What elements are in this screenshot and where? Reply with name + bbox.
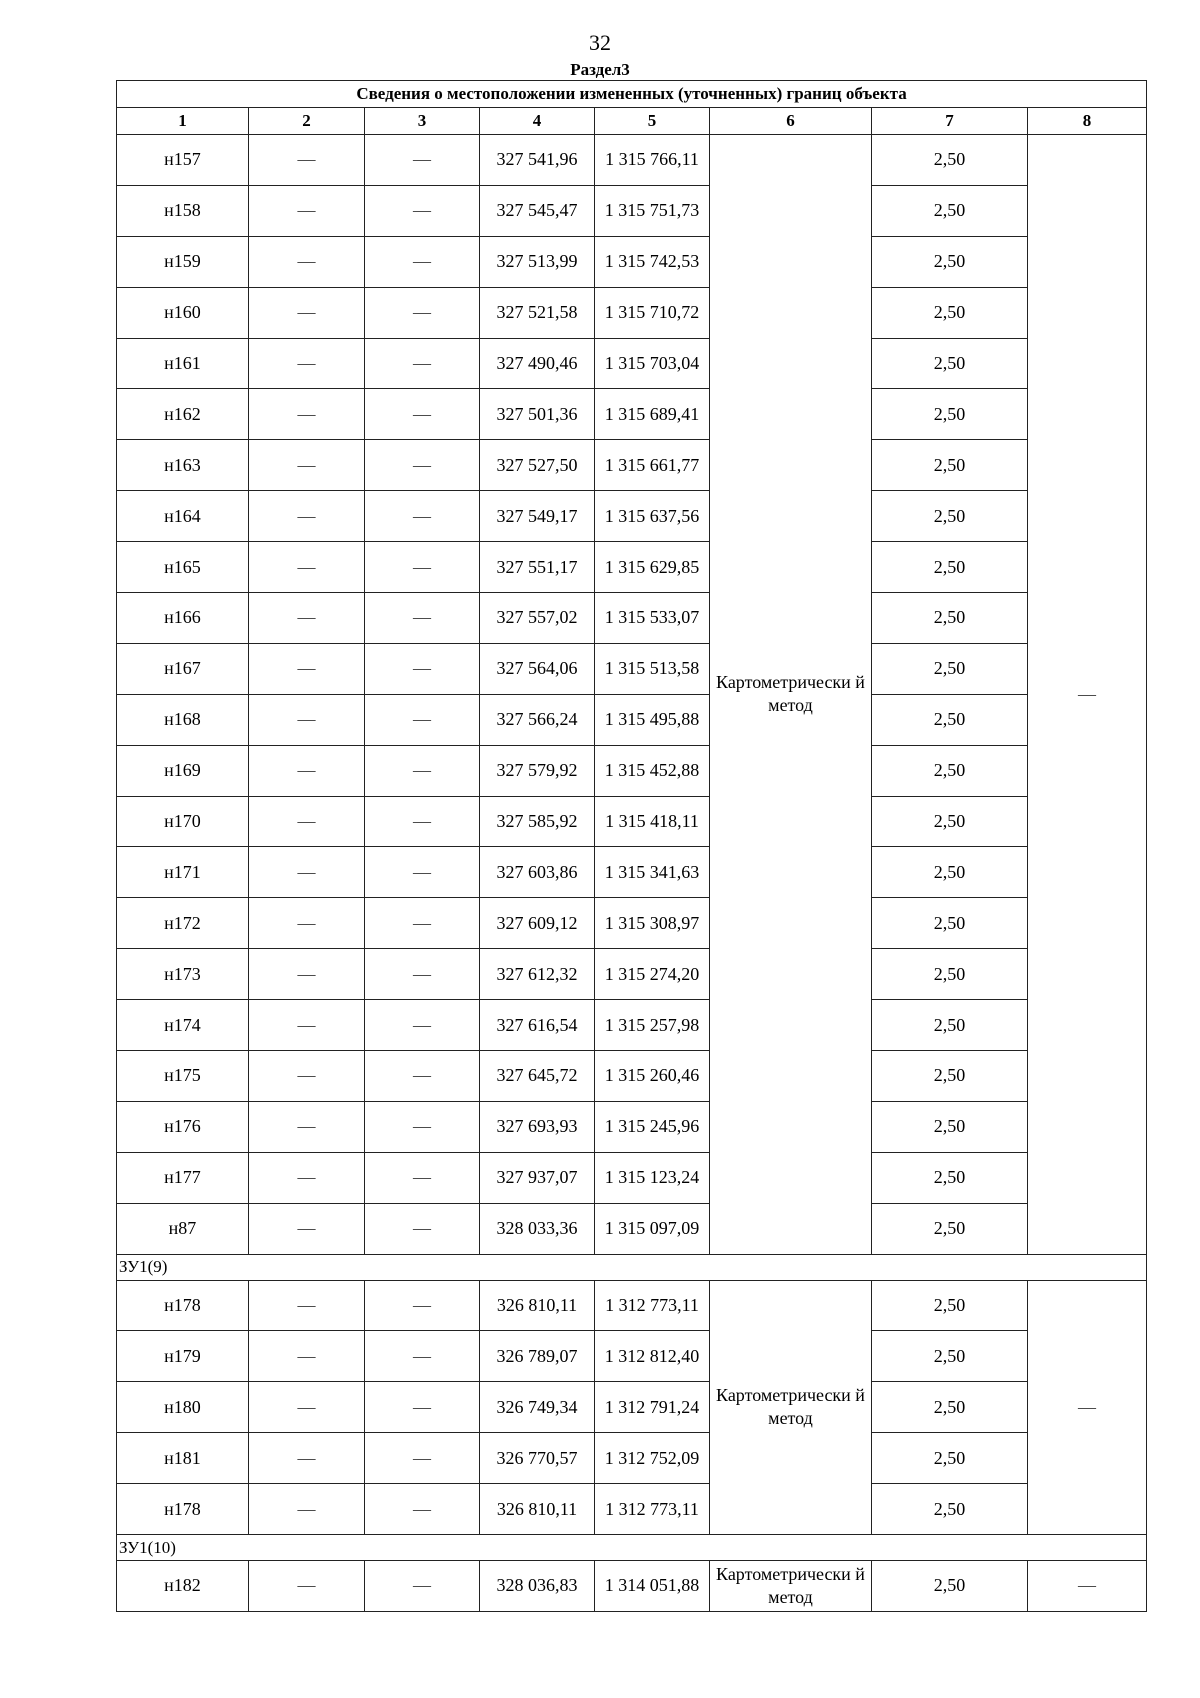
point-name-cell: н175 <box>117 1051 249 1102</box>
x-coordinate-cell: 327 612,32 <box>480 949 595 1000</box>
column-header: 2 <box>249 108 365 135</box>
y-coordinate-cell: 1 315 257,98 <box>595 1000 710 1051</box>
dash-cell: — <box>365 236 480 287</box>
accuracy-cell: 2,50 <box>872 898 1028 949</box>
y-coordinate-cell: 1 315 097,09 <box>595 1203 710 1254</box>
point-name-cell: н159 <box>117 236 249 287</box>
dash-cell: — <box>365 185 480 236</box>
group-header-row <box>117 1535 1147 1561</box>
x-coordinate-cell: 326 810,11 <box>480 1280 595 1331</box>
accuracy-cell: 2,50 <box>872 745 1028 796</box>
column-header: 3 <box>365 108 480 135</box>
y-coordinate-cell: 1 315 629,85 <box>595 542 710 593</box>
accuracy-cell: 2,50 <box>872 185 1028 236</box>
table-row <box>117 796 1147 847</box>
y-coordinate-cell: 1 312 773,11 <box>595 1280 710 1331</box>
accuracy-cell: 2,50 <box>872 1331 1028 1382</box>
dash-cell: — <box>365 847 480 898</box>
accuracy-cell: 2,50 <box>872 1280 1028 1331</box>
dash-cell: — <box>249 1101 365 1152</box>
column-header-row <box>117 108 1147 135</box>
dash-cell: — <box>249 338 365 389</box>
x-coordinate-cell: 327 564,06 <box>480 643 595 694</box>
point-name-cell: н168 <box>117 694 249 745</box>
y-coordinate-cell: 1 314 051,88 <box>595 1561 710 1612</box>
y-coordinate-cell: 1 315 452,88 <box>595 745 710 796</box>
dash-cell: — <box>249 1000 365 1051</box>
dash-cell: — <box>249 593 365 644</box>
accuracy-cell: 2,50 <box>872 1561 1028 1612</box>
x-coordinate-cell: 327 937,07 <box>480 1152 595 1203</box>
dash-cell: — <box>249 898 365 949</box>
table-row <box>117 185 1147 236</box>
dash-cell: — <box>365 542 480 593</box>
table-caption-row <box>117 81 1147 108</box>
dash-cell: — <box>249 745 365 796</box>
table-row <box>117 135 1147 186</box>
accuracy-cell: 2,50 <box>872 287 1028 338</box>
x-coordinate-cell: 327 527,50 <box>480 440 595 491</box>
table-row <box>117 389 1147 440</box>
table-row <box>117 1433 1147 1484</box>
x-coordinate-cell: 327 545,47 <box>480 185 595 236</box>
point-name-cell: н169 <box>117 745 249 796</box>
point-name-cell: н165 <box>117 542 249 593</box>
point-name-cell: н164 <box>117 491 249 542</box>
dash-cell: — <box>365 1484 480 1535</box>
dash-cell: — <box>365 694 480 745</box>
x-coordinate-cell: 327 609,12 <box>480 898 595 949</box>
accuracy-cell: 2,50 <box>872 236 1028 287</box>
table-row <box>117 1561 1147 1612</box>
accuracy-cell: 2,50 <box>872 796 1028 847</box>
dash-cell: — <box>365 949 480 1000</box>
y-coordinate-cell: 1 315 533,07 <box>595 593 710 644</box>
section-label: Раздел3 <box>570 60 630 79</box>
table-row <box>117 847 1147 898</box>
x-coordinate-cell: 326 810,11 <box>480 1484 595 1535</box>
dash-cell: — <box>249 491 365 542</box>
y-coordinate-cell: 1 315 123,24 <box>595 1152 710 1203</box>
group-label: ЗУ1(9) <box>117 1254 1147 1280</box>
dash-cell: — <box>365 1051 480 1102</box>
accuracy-cell: 2,50 <box>872 440 1028 491</box>
x-coordinate-cell: 326 789,07 <box>480 1331 595 1382</box>
dash-cell: — <box>249 1561 365 1612</box>
table-row <box>117 694 1147 745</box>
dash-cell: — <box>365 1561 480 1612</box>
y-coordinate-cell: 1 315 308,97 <box>595 898 710 949</box>
dash-cell: — <box>1028 1561 1147 1612</box>
column-header: 6 <box>710 108 872 135</box>
y-coordinate-cell: 1 315 710,72 <box>595 287 710 338</box>
accuracy-cell: 2,50 <box>872 847 1028 898</box>
accuracy-cell: 2,50 <box>872 389 1028 440</box>
x-coordinate-cell: 327 551,17 <box>480 542 595 593</box>
y-coordinate-cell: 1 315 274,20 <box>595 949 710 1000</box>
y-coordinate-cell: 1 312 791,24 <box>595 1382 710 1433</box>
dash-cell: — <box>365 1000 480 1051</box>
point-name-cell: н178 <box>117 1280 249 1331</box>
dash-cell: — <box>365 440 480 491</box>
table-row <box>117 440 1147 491</box>
x-coordinate-cell: 327 579,92 <box>480 745 595 796</box>
dash-cell: — <box>249 287 365 338</box>
accuracy-cell: 2,50 <box>872 542 1028 593</box>
table-caption: Сведения о местоположении измененных (уточненных) границ объекта <box>117 81 1147 108</box>
boundary-coordinates-table <box>116 80 1147 1612</box>
accuracy-cell: 2,50 <box>872 1382 1028 1433</box>
column-header: 5 <box>595 108 710 135</box>
y-coordinate-cell: 1 315 766,11 <box>595 135 710 186</box>
y-coordinate-cell: 1 315 751,73 <box>595 185 710 236</box>
dash-cell: — <box>249 949 365 1000</box>
x-coordinate-cell: 327 616,54 <box>480 1000 595 1051</box>
table-row <box>117 1484 1147 1535</box>
y-coordinate-cell: 1 315 245,96 <box>595 1101 710 1152</box>
table-row <box>117 949 1147 1000</box>
point-name-cell: н181 <box>117 1433 249 1484</box>
point-name-cell: н177 <box>117 1152 249 1203</box>
dash-cell: — <box>365 898 480 949</box>
y-coordinate-cell: 1 312 812,40 <box>595 1331 710 1382</box>
dash-cell: — <box>249 694 365 745</box>
accuracy-cell: 2,50 <box>872 1433 1028 1484</box>
dash-cell: — <box>249 236 365 287</box>
x-coordinate-cell: 327 490,46 <box>480 338 595 389</box>
accuracy-cell: 2,50 <box>872 491 1028 542</box>
accuracy-cell: 2,50 <box>872 1484 1028 1535</box>
x-coordinate-cell: 327 501,36 <box>480 389 595 440</box>
table-row <box>117 643 1147 694</box>
y-coordinate-cell: 1 315 418,11 <box>595 796 710 847</box>
table-row <box>117 593 1147 644</box>
point-name-cell: н176 <box>117 1101 249 1152</box>
point-name-cell: н163 <box>117 440 249 491</box>
column-header: 4 <box>480 108 595 135</box>
y-coordinate-cell: 1 315 661,77 <box>595 440 710 491</box>
accuracy-cell: 2,50 <box>872 593 1028 644</box>
dash-cell: — <box>365 1331 480 1382</box>
page-number: 32 <box>589 30 611 55</box>
dash-cell: — <box>365 1382 480 1433</box>
table-row <box>117 287 1147 338</box>
dash-cell: — <box>1028 1280 1147 1534</box>
dash-cell: — <box>365 1433 480 1484</box>
x-coordinate-cell: 328 036,83 <box>480 1561 595 1612</box>
dash-cell: — <box>365 796 480 847</box>
y-coordinate-cell: 1 315 689,41 <box>595 389 710 440</box>
y-coordinate-cell: 1 315 341,63 <box>595 847 710 898</box>
dash-cell: — <box>365 1280 480 1331</box>
dash-cell: — <box>365 643 480 694</box>
accuracy-cell: 2,50 <box>872 1000 1028 1051</box>
y-coordinate-cell: 1 315 637,56 <box>595 491 710 542</box>
dash-cell: — <box>1028 135 1147 1255</box>
table-row <box>117 1000 1147 1051</box>
point-name-cell: н174 <box>117 1000 249 1051</box>
table-row <box>117 236 1147 287</box>
table-row <box>117 1382 1147 1433</box>
dash-cell: — <box>249 847 365 898</box>
dash-cell: — <box>249 440 365 491</box>
dash-cell: — <box>249 796 365 847</box>
x-coordinate-cell: 327 585,92 <box>480 796 595 847</box>
point-name-cell: н170 <box>117 796 249 847</box>
dash-cell: — <box>365 593 480 644</box>
x-coordinate-cell: 327 541,96 <box>480 135 595 186</box>
x-coordinate-cell: 327 549,17 <box>480 491 595 542</box>
accuracy-cell: 2,50 <box>872 135 1028 186</box>
table-row <box>117 542 1147 593</box>
y-coordinate-cell: 1 315 260,46 <box>595 1051 710 1102</box>
point-name-cell: н173 <box>117 949 249 1000</box>
dash-cell: — <box>249 1203 365 1254</box>
x-coordinate-cell: 327 566,24 <box>480 694 595 745</box>
x-coordinate-cell: 326 770,57 <box>480 1433 595 1484</box>
dash-cell: — <box>249 185 365 236</box>
accuracy-cell: 2,50 <box>872 643 1028 694</box>
x-coordinate-cell: 326 749,34 <box>480 1382 595 1433</box>
x-coordinate-cell: 327 603,86 <box>480 847 595 898</box>
dash-cell: — <box>249 1280 365 1331</box>
table-row <box>117 898 1147 949</box>
point-name-cell: н178 <box>117 1484 249 1535</box>
y-coordinate-cell: 1 312 752,09 <box>595 1433 710 1484</box>
x-coordinate-cell: 327 557,02 <box>480 593 595 644</box>
dash-cell: — <box>249 643 365 694</box>
table-row <box>117 338 1147 389</box>
dash-cell: — <box>249 389 365 440</box>
point-name-cell: н172 <box>117 898 249 949</box>
point-name-cell: н162 <box>117 389 249 440</box>
point-name-cell: н167 <box>117 643 249 694</box>
dash-cell: — <box>249 1051 365 1102</box>
group-label: ЗУ1(10) <box>117 1535 1147 1561</box>
table-row <box>117 1203 1147 1254</box>
point-name-cell: н171 <box>117 847 249 898</box>
dash-cell: — <box>249 1152 365 1203</box>
accuracy-cell: 2,50 <box>872 1203 1028 1254</box>
method-cell: Картометрически й метод <box>710 1280 872 1534</box>
dash-cell: — <box>365 287 480 338</box>
dash-cell: — <box>365 491 480 542</box>
y-coordinate-cell: 1 315 703,04 <box>595 338 710 389</box>
table-row <box>117 1280 1147 1331</box>
column-header: 7 <box>872 108 1028 135</box>
x-coordinate-cell: 327 693,93 <box>480 1101 595 1152</box>
dash-cell: — <box>365 745 480 796</box>
table-row <box>117 491 1147 542</box>
point-name-cell: н87 <box>117 1203 249 1254</box>
accuracy-cell: 2,50 <box>872 694 1028 745</box>
x-coordinate-cell: 327 513,99 <box>480 236 595 287</box>
point-name-cell: н160 <box>117 287 249 338</box>
dash-cell: — <box>249 135 365 186</box>
dash-cell: — <box>249 1484 365 1535</box>
x-coordinate-cell: 327 521,58 <box>480 287 595 338</box>
point-name-cell: н157 <box>117 135 249 186</box>
y-coordinate-cell: 1 315 495,88 <box>595 694 710 745</box>
point-name-cell: н161 <box>117 338 249 389</box>
point-name-cell: н158 <box>117 185 249 236</box>
table-row <box>117 1152 1147 1203</box>
dash-cell: — <box>249 1331 365 1382</box>
dash-cell: — <box>365 135 480 186</box>
point-name-cell: н182 <box>117 1561 249 1612</box>
method-cell: Картометрически й метод <box>710 135 872 1255</box>
accuracy-cell: 2,50 <box>872 338 1028 389</box>
accuracy-cell: 2,50 <box>872 1101 1028 1152</box>
x-coordinate-cell: 327 645,72 <box>480 1051 595 1102</box>
column-header: 1 <box>117 108 249 135</box>
dash-cell: — <box>365 338 480 389</box>
point-name-cell: н166 <box>117 593 249 644</box>
table-row <box>117 1331 1147 1382</box>
y-coordinate-cell: 1 315 513,58 <box>595 643 710 694</box>
y-coordinate-cell: 1 315 742,53 <box>595 236 710 287</box>
dash-cell: — <box>249 1433 365 1484</box>
table-row <box>117 1051 1147 1102</box>
column-header: 8 <box>1028 108 1147 135</box>
point-name-cell: н180 <box>117 1382 249 1433</box>
group-header-row <box>117 1254 1147 1280</box>
method-cell: Картометрически й метод <box>710 1561 872 1612</box>
x-coordinate-cell: 328 033,36 <box>480 1203 595 1254</box>
dash-cell: — <box>365 1203 480 1254</box>
point-name-cell: н179 <box>117 1331 249 1382</box>
dash-cell: — <box>365 1152 480 1203</box>
dash-cell: — <box>249 1382 365 1433</box>
accuracy-cell: 2,50 <box>872 1051 1028 1102</box>
table-row <box>117 745 1147 796</box>
dash-cell: — <box>365 1101 480 1152</box>
accuracy-cell: 2,50 <box>872 1152 1028 1203</box>
dash-cell: — <box>249 542 365 593</box>
dash-cell: — <box>365 389 480 440</box>
y-coordinate-cell: 1 312 773,11 <box>595 1484 710 1535</box>
accuracy-cell: 2,50 <box>872 949 1028 1000</box>
table-row <box>117 1101 1147 1152</box>
